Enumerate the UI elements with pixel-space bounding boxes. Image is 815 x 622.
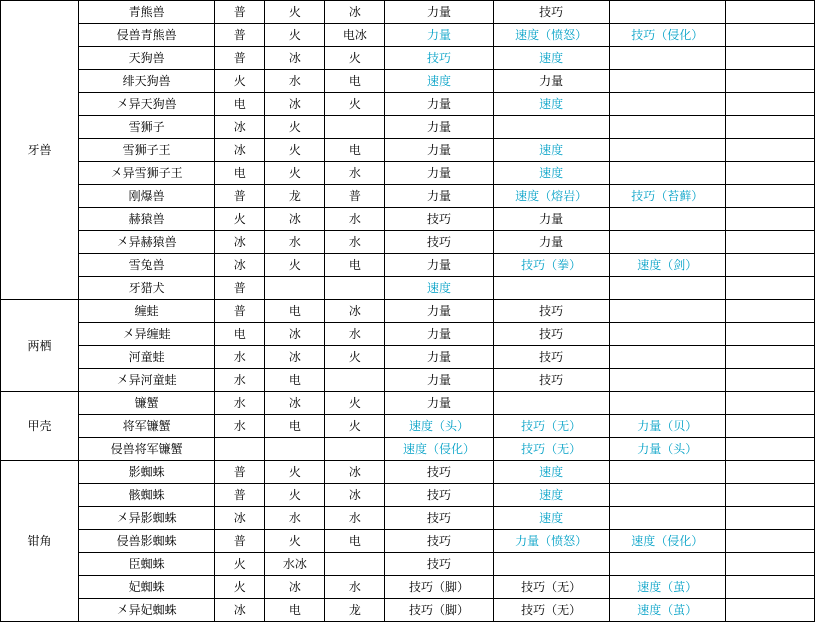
notes-cell bbox=[725, 507, 814, 530]
notes-cell bbox=[725, 231, 814, 254]
attribute-cell bbox=[325, 116, 385, 139]
attribute-cell: 龙 bbox=[265, 185, 325, 208]
attribute-cell: 冰 bbox=[325, 1, 385, 24]
skill-cell: 速度 bbox=[385, 277, 493, 300]
attribute-cell: 电冰 bbox=[325, 24, 385, 47]
skill-cell: 力量 bbox=[385, 185, 493, 208]
skill-cell: 速度（茧） bbox=[609, 599, 725, 622]
notes-cell bbox=[725, 277, 814, 300]
attribute-cell: 水 bbox=[325, 208, 385, 231]
skill-cell: 力量 bbox=[385, 323, 493, 346]
attribute-cell: 火 bbox=[325, 93, 385, 116]
attribute-cell: 火 bbox=[265, 1, 325, 24]
skill-cell: 力量 bbox=[385, 1, 493, 24]
attribute-cell: 电 bbox=[215, 93, 265, 116]
attribute-cell: 水 bbox=[325, 162, 385, 185]
notes-cell bbox=[725, 461, 814, 484]
attribute-cell: 电 bbox=[325, 139, 385, 162]
table-row bbox=[1, 208, 815, 231]
attribute-cell: 水 bbox=[325, 323, 385, 346]
attribute-cell: 电 bbox=[215, 162, 265, 185]
skill-cell bbox=[609, 323, 725, 346]
notes-cell bbox=[725, 599, 814, 622]
table-row bbox=[1, 438, 815, 461]
attribute-cell: 冰 bbox=[215, 139, 265, 162]
table-row bbox=[1, 599, 815, 622]
skill-cell bbox=[609, 1, 725, 24]
attribute-cell: 冰 bbox=[215, 254, 265, 277]
skill-cell: 力量 bbox=[385, 116, 493, 139]
skill-cell bbox=[609, 461, 725, 484]
attribute-cell: 冰 bbox=[325, 461, 385, 484]
attribute-cell: 电 bbox=[325, 530, 385, 553]
attribute-cell: 电 bbox=[215, 323, 265, 346]
attribute-cell: 水 bbox=[215, 346, 265, 369]
skill-cell: 力量 bbox=[385, 139, 493, 162]
skill-cell: 力量 bbox=[385, 300, 493, 323]
skill-cell: 技巧 bbox=[385, 553, 493, 576]
attribute-cell bbox=[325, 438, 385, 461]
skill-cell: 技巧（侵化） bbox=[609, 24, 725, 47]
table-row bbox=[1, 530, 815, 553]
attribute-cell: 火 bbox=[265, 461, 325, 484]
attribute-cell: 电 bbox=[325, 70, 385, 93]
attribute-cell bbox=[265, 277, 325, 300]
skill-cell: 速度（愤怒） bbox=[493, 24, 609, 47]
attribute-cell: 电 bbox=[265, 369, 325, 392]
skill-cell: 技巧（苔藓） bbox=[609, 185, 725, 208]
skill-cell bbox=[493, 392, 609, 415]
notes-cell bbox=[725, 208, 814, 231]
attribute-cell: 火 bbox=[325, 392, 385, 415]
skill-cell bbox=[493, 277, 609, 300]
skill-cell: 技巧（无） bbox=[493, 438, 609, 461]
attribute-cell: 普 bbox=[325, 185, 385, 208]
notes-cell bbox=[725, 323, 814, 346]
notes-cell bbox=[725, 24, 814, 47]
notes-cell bbox=[725, 415, 814, 438]
attribute-cell: 火 bbox=[215, 208, 265, 231]
attribute-cell: 水 bbox=[215, 369, 265, 392]
skill-cell: 技巧 bbox=[493, 323, 609, 346]
skill-cell bbox=[609, 553, 725, 576]
table-row bbox=[1, 162, 815, 185]
table-row bbox=[1, 254, 815, 277]
notes-cell bbox=[725, 392, 814, 415]
notes-cell bbox=[725, 1, 814, 24]
skill-cell: 速度 bbox=[493, 162, 609, 185]
skill-cell: 速度 bbox=[493, 47, 609, 70]
skill-cell: 技巧 bbox=[385, 461, 493, 484]
notes-cell bbox=[725, 438, 814, 461]
skill-cell bbox=[609, 507, 725, 530]
attribute-cell: 普 bbox=[215, 461, 265, 484]
attribute-cell: 火 bbox=[325, 346, 385, 369]
notes-cell bbox=[725, 369, 814, 392]
skill-cell: 技巧 bbox=[385, 507, 493, 530]
skill-cell bbox=[609, 116, 725, 139]
table-row bbox=[1, 484, 815, 507]
table-row bbox=[1, 24, 815, 47]
group-label: 两栖 bbox=[1, 300, 79, 392]
skill-cell: 力量 bbox=[493, 231, 609, 254]
skill-cell bbox=[609, 47, 725, 70]
notes-cell bbox=[725, 93, 814, 116]
attribute-cell: 火 bbox=[215, 553, 265, 576]
attribute-cell: 冰 bbox=[265, 323, 325, 346]
monster-name: 影蜘蛛 bbox=[79, 461, 215, 484]
skill-cell: 技巧 bbox=[493, 300, 609, 323]
attribute-cell: 普 bbox=[215, 47, 265, 70]
group-label: 钳角 bbox=[1, 461, 79, 622]
notes-cell bbox=[725, 254, 814, 277]
notes-cell bbox=[725, 346, 814, 369]
table-row bbox=[1, 323, 815, 346]
attribute-cell: 普 bbox=[215, 24, 265, 47]
notes-cell bbox=[725, 139, 814, 162]
notes-cell bbox=[725, 162, 814, 185]
skill-cell: 速度（茧） bbox=[609, 576, 725, 599]
skill-cell: 技巧（无） bbox=[493, 576, 609, 599]
skill-cell: 力量 bbox=[385, 346, 493, 369]
monster-name: 㐅异妃蜘蛛 bbox=[79, 599, 215, 622]
monster-name: 缠蛙 bbox=[79, 300, 215, 323]
attribute-cell: 水 bbox=[325, 231, 385, 254]
skill-cell: 速度（侵化） bbox=[385, 438, 493, 461]
attribute-cell: 火 bbox=[265, 254, 325, 277]
monster-name: 侵兽将军镰蟹 bbox=[79, 438, 215, 461]
skill-cell bbox=[609, 208, 725, 231]
skill-cell: 技巧 bbox=[385, 530, 493, 553]
monster-name: 妃蜘蛛 bbox=[79, 576, 215, 599]
attribute-cell bbox=[265, 438, 325, 461]
skill-cell: 技巧 bbox=[493, 369, 609, 392]
skill-cell: 技巧 bbox=[493, 1, 609, 24]
skill-cell: 技巧 bbox=[493, 346, 609, 369]
table-row bbox=[1, 300, 815, 323]
attribute-cell: 火 bbox=[265, 139, 325, 162]
attribute-cell: 水 bbox=[325, 507, 385, 530]
attribute-cell: 冰 bbox=[265, 93, 325, 116]
skill-cell: 力量 bbox=[385, 24, 493, 47]
attribute-cell: 冰 bbox=[265, 208, 325, 231]
skill-cell: 速度 bbox=[493, 507, 609, 530]
attribute-cell: 普 bbox=[215, 484, 265, 507]
attribute-cell: 水 bbox=[265, 70, 325, 93]
attribute-cell: 龙 bbox=[325, 599, 385, 622]
notes-cell bbox=[725, 47, 814, 70]
attribute-cell: 冰 bbox=[215, 507, 265, 530]
attribute-cell: 电 bbox=[325, 254, 385, 277]
attribute-cell: 冰 bbox=[265, 392, 325, 415]
table-body bbox=[1, 1, 815, 622]
notes-cell bbox=[725, 553, 814, 576]
skill-cell bbox=[609, 231, 725, 254]
skill-cell bbox=[609, 300, 725, 323]
monster-name: 河童蛙 bbox=[79, 346, 215, 369]
attribute-cell: 普 bbox=[215, 1, 265, 24]
notes-cell bbox=[725, 530, 814, 553]
table-row bbox=[1, 231, 815, 254]
skill-cell: 速度 bbox=[493, 484, 609, 507]
attribute-cell bbox=[325, 553, 385, 576]
table-row bbox=[1, 369, 815, 392]
table-row bbox=[1, 553, 815, 576]
skill-cell: 技巧（无） bbox=[493, 415, 609, 438]
skill-cell: 速度（头） bbox=[385, 415, 493, 438]
skill-cell: 力量 bbox=[493, 208, 609, 231]
attribute-cell: 火 bbox=[265, 24, 325, 47]
monster-name: 刚爆兽 bbox=[79, 185, 215, 208]
monster-name: 将军镰蟹 bbox=[79, 415, 215, 438]
skill-cell: 速度 bbox=[385, 70, 493, 93]
notes-cell bbox=[725, 576, 814, 599]
group-label: 甲壳 bbox=[1, 392, 79, 461]
attribute-cell: 冰 bbox=[265, 47, 325, 70]
attribute-cell: 普 bbox=[215, 277, 265, 300]
skill-cell: 技巧（拳） bbox=[493, 254, 609, 277]
skill-cell: 技巧 bbox=[385, 231, 493, 254]
skill-cell bbox=[609, 93, 725, 116]
skill-cell bbox=[609, 392, 725, 415]
table-row bbox=[1, 507, 815, 530]
skill-cell: 技巧（脚） bbox=[385, 576, 493, 599]
monster-name: 㐅异缠蛙 bbox=[79, 323, 215, 346]
monster-name: 雪狮子王 bbox=[79, 139, 215, 162]
attribute-cell: 火 bbox=[265, 530, 325, 553]
skill-cell: 力量 bbox=[385, 369, 493, 392]
attribute-cell: 冰 bbox=[325, 484, 385, 507]
skill-cell: 技巧（无） bbox=[493, 599, 609, 622]
monster-name: 㐅异天狗兽 bbox=[79, 93, 215, 116]
attribute-cell: 火 bbox=[325, 47, 385, 70]
skill-cell: 速度（侵化） bbox=[609, 530, 725, 553]
attribute-cell bbox=[215, 438, 265, 461]
notes-cell bbox=[725, 484, 814, 507]
skill-cell: 力量 bbox=[385, 162, 493, 185]
monster-name: 青熊兽 bbox=[79, 1, 215, 24]
skill-cell: 速度（熔岩） bbox=[493, 185, 609, 208]
attribute-cell: 火 bbox=[265, 116, 325, 139]
monster-name: 侵兽青熊兽 bbox=[79, 24, 215, 47]
table-row bbox=[1, 346, 815, 369]
table-row bbox=[1, 93, 815, 116]
skill-cell: 力量（愤怒） bbox=[493, 530, 609, 553]
monster-name: 㐅异影蜘蛛 bbox=[79, 507, 215, 530]
attribute-cell: 冰 bbox=[215, 116, 265, 139]
attribute-cell: 水 bbox=[215, 415, 265, 438]
notes-cell bbox=[725, 185, 814, 208]
notes-cell bbox=[725, 116, 814, 139]
attribute-cell: 水 bbox=[265, 507, 325, 530]
notes-cell bbox=[725, 70, 814, 93]
skill-cell: 力量 bbox=[493, 70, 609, 93]
table-row bbox=[1, 139, 815, 162]
skill-cell: 力量（贝） bbox=[609, 415, 725, 438]
monster-name: 牙猎犬 bbox=[79, 277, 215, 300]
skill-cell: 力量 bbox=[385, 392, 493, 415]
table-row bbox=[1, 576, 815, 599]
attribute-cell: 冰 bbox=[215, 599, 265, 622]
attribute-cell: 冰 bbox=[265, 346, 325, 369]
skill-cell bbox=[493, 553, 609, 576]
skill-cell bbox=[609, 139, 725, 162]
attribute-cell: 火 bbox=[265, 484, 325, 507]
attribute-cell: 普 bbox=[215, 185, 265, 208]
skill-cell: 速度 bbox=[493, 139, 609, 162]
monster-name: 天狗兽 bbox=[79, 47, 215, 70]
table-row bbox=[1, 70, 815, 93]
group-label: 牙兽 bbox=[1, 1, 79, 300]
monster-name: 㐅异河童蛙 bbox=[79, 369, 215, 392]
skill-cell: 技巧（脚） bbox=[385, 599, 493, 622]
skill-cell: 速度 bbox=[493, 461, 609, 484]
monster-name: 㐅异雪狮子王 bbox=[79, 162, 215, 185]
attribute-cell: 水冰 bbox=[265, 553, 325, 576]
skill-cell: 技巧 bbox=[385, 484, 493, 507]
skill-cell bbox=[493, 116, 609, 139]
attribute-cell: 冰 bbox=[215, 231, 265, 254]
skill-cell bbox=[609, 277, 725, 300]
monster-name: 赫猿兽 bbox=[79, 208, 215, 231]
attribute-cell: 冰 bbox=[325, 300, 385, 323]
skill-cell: 技巧 bbox=[385, 47, 493, 70]
attribute-cell: 水 bbox=[265, 231, 325, 254]
skill-cell bbox=[609, 162, 725, 185]
notes-cell bbox=[725, 300, 814, 323]
monster-name: 镰蟹 bbox=[79, 392, 215, 415]
attribute-cell: 火 bbox=[215, 70, 265, 93]
skill-cell: 力量 bbox=[385, 254, 493, 277]
monster-name: 㐅异赫猿兽 bbox=[79, 231, 215, 254]
table-row bbox=[1, 392, 815, 415]
monster-name: 雪狮子 bbox=[79, 116, 215, 139]
skill-cell: 技巧 bbox=[385, 208, 493, 231]
attribute-cell bbox=[325, 277, 385, 300]
table-row bbox=[1, 415, 815, 438]
table-row bbox=[1, 47, 815, 70]
attribute-cell: 普 bbox=[215, 530, 265, 553]
monster-name: 骸蜘蛛 bbox=[79, 484, 215, 507]
skill-cell bbox=[609, 346, 725, 369]
skill-cell: 力量 bbox=[385, 93, 493, 116]
attribute-cell: 水 bbox=[215, 392, 265, 415]
attribute-cell: 火 bbox=[265, 162, 325, 185]
attribute-cell bbox=[325, 369, 385, 392]
attribute-cell: 普 bbox=[215, 300, 265, 323]
monster-name: 雪兔兽 bbox=[79, 254, 215, 277]
attribute-cell: 水 bbox=[325, 576, 385, 599]
table-row bbox=[1, 1, 815, 24]
attribute-cell: 冰 bbox=[265, 576, 325, 599]
table-row bbox=[1, 185, 815, 208]
skill-cell: 速度 bbox=[493, 93, 609, 116]
table-row bbox=[1, 116, 815, 139]
skill-cell bbox=[609, 369, 725, 392]
skill-cell: 力量（头） bbox=[609, 438, 725, 461]
table-row bbox=[1, 461, 815, 484]
attribute-cell: 火 bbox=[325, 415, 385, 438]
monster-name: 侵兽影蜘蛛 bbox=[79, 530, 215, 553]
skill-cell bbox=[609, 484, 725, 507]
attribute-cell: 电 bbox=[265, 300, 325, 323]
skill-cell bbox=[609, 70, 725, 93]
attribute-cell: 火 bbox=[215, 576, 265, 599]
monster-name: 臣蜘蛛 bbox=[79, 553, 215, 576]
monster-name: 绯天狗兽 bbox=[79, 70, 215, 93]
attribute-cell: 电 bbox=[265, 599, 325, 622]
table-row bbox=[1, 277, 815, 300]
skill-cell: 速度（剑） bbox=[609, 254, 725, 277]
attribute-cell: 电 bbox=[265, 415, 325, 438]
